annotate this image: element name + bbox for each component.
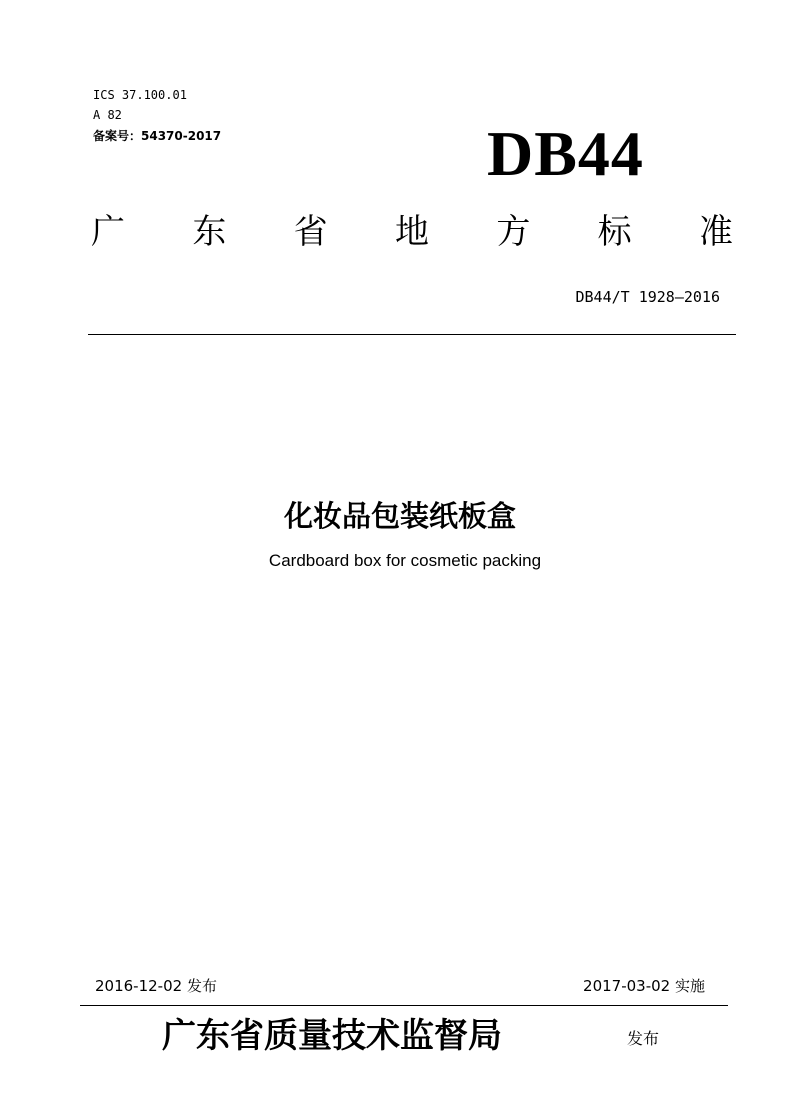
ccs-code: A 82 [93, 108, 122, 122]
issuing-authority: 广东省质量技术监督局 [162, 1016, 502, 1056]
issue-date: 2016-12-02 发布 [95, 977, 217, 995]
standard-type-char: 方 [496, 212, 531, 252]
top-divider [88, 334, 736, 335]
standard-code-logo: DB44 [487, 118, 644, 189]
standard-type-heading [88, 211, 736, 253]
standard-type-char: 省 [293, 212, 328, 252]
filing-number: 备案号：54370-2017 [93, 129, 222, 143]
bottom-divider [80, 1005, 728, 1006]
standard-type-char: 地 [394, 212, 429, 252]
standard-number: DB44/T 1928—2016 [575, 288, 720, 306]
issuing-authority-suffix: 发布 [627, 1029, 660, 1048]
standard-type-char: 广 [91, 212, 125, 252]
standard-type-char: 标 [597, 212, 632, 252]
document-title-chinese: 化妆品包装纸板盒 [283, 499, 516, 533]
document-title-english: Cardboard box for cosmetic packing [268, 551, 542, 570]
standard-type-char: 准 [698, 212, 733, 252]
standard-type-char: 东 [192, 212, 227, 252]
implementation-date: 2017-03-02 实施 [583, 977, 705, 995]
ics-code: ICS 37.100.01 [93, 88, 187, 102]
